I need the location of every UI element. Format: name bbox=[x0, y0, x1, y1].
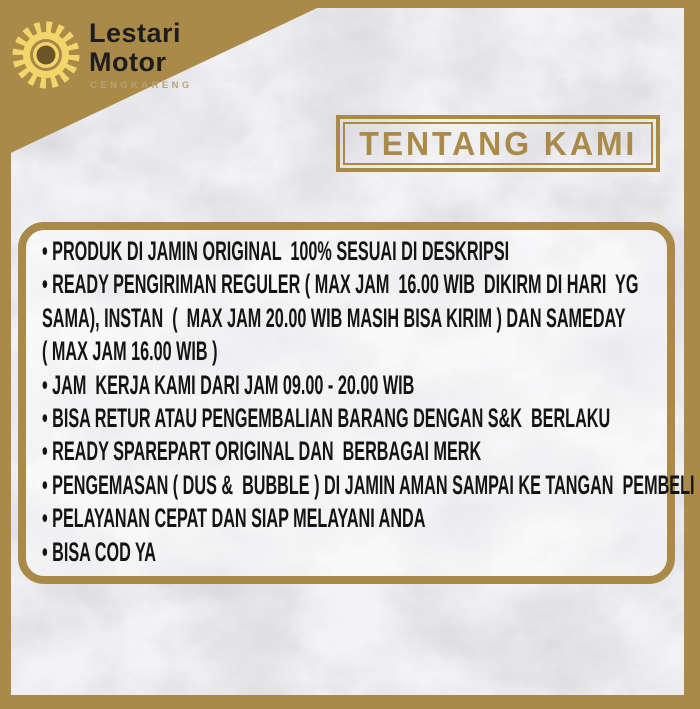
gear-icon bbox=[12, 21, 80, 89]
about-list-item: ( MAX JAM 16.00 WIB ) bbox=[42, 336, 218, 367]
about-list-item: • BISA COD YA bbox=[42, 536, 157, 567]
about-card bbox=[18, 222, 695, 584]
section-title: TENTANG KAMI bbox=[359, 124, 637, 162]
gold-frame-bottom bbox=[0, 695, 700, 709]
about-list-item: • JAM KERJA KAMI DARI JAM 09.00 - 20.00 WIB bbox=[42, 369, 415, 400]
about-list-item: • PRODUK DI JAMIN ORIGINAL 100% SESUAI DI DESKRIPSI bbox=[42, 236, 510, 266]
brand-location: CENGKARENG bbox=[90, 80, 193, 91]
gold-frame-right bbox=[684, 0, 700, 709]
about-list-item: • READY PENGIRIMAN REGULER ( MAX JAM 16.00 WIB DIKIRM DI HARI YG bbox=[42, 269, 639, 300]
about-list-item: • BISA RETUR ATAU PENGEMBALIAN BARANG DENGAN S&K BERLAKU bbox=[42, 402, 611, 433]
brand-name-line1: Lestari bbox=[89, 18, 182, 48]
about-list-item: SAMA), INSTAN ( MAX JAM 20.00 WIB MASIH BISA KIRIM ) DAN SAMEDAY bbox=[42, 302, 626, 333]
about-list-item: • PENGEMASAN ( DUS & BUBBLE ) DI JAMIN AMAN SAMPAI KE TANGAN PEMBELI bbox=[42, 469, 695, 500]
brand-name bbox=[89, 19, 181, 77]
section-title-box bbox=[336, 115, 660, 172]
about-list-item: • READY SPAREPART ORIGINAL DAN BERBAGAI MERK bbox=[42, 436, 482, 467]
about-list-item: • PELAYANAN CEPAT DAN SIAP MELAYANI ANDA bbox=[42, 503, 426, 534]
brand-name-line2: Motor bbox=[89, 47, 167, 77]
